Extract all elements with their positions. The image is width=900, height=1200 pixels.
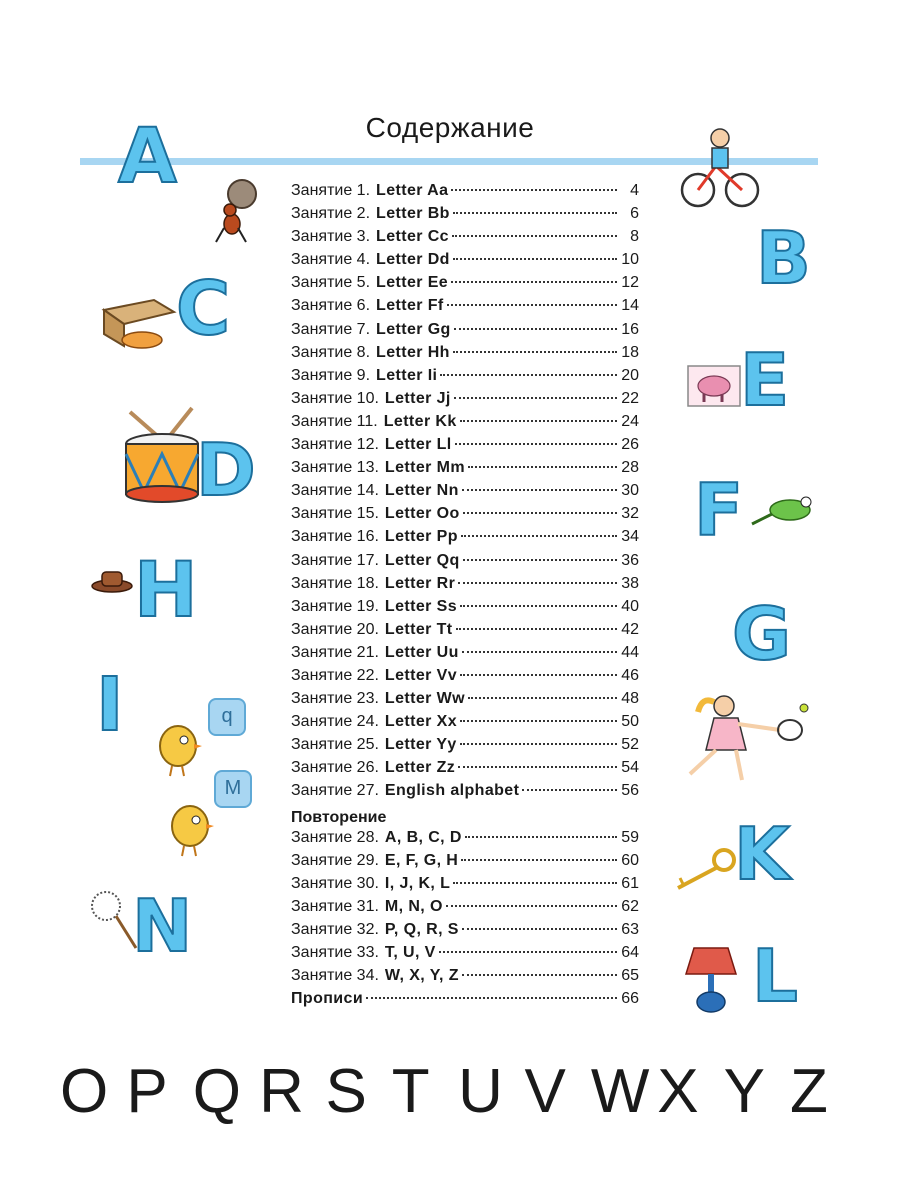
toc-lesson-label: Занятие 18.	[291, 574, 379, 592]
toc-lesson-label: Занятие 4.	[291, 251, 371, 269]
toc-dot-leader	[453, 882, 617, 884]
toc-lesson-title: Letter Ee	[376, 274, 449, 292]
toc-lesson-label: Занятие 32.	[291, 921, 379, 938]
ant-boulder-icon	[210, 176, 260, 251]
toc-lesson-label: Занятие 19.	[291, 597, 379, 615]
toc-lesson-title: M, N, O	[384, 897, 443, 915]
toc-dot-leader	[522, 789, 617, 791]
toc-dot-leader	[451, 281, 617, 283]
toc-lesson-title: Letter Qq	[384, 551, 460, 569]
toc-page-number: 22	[621, 389, 639, 407]
toc-row	[291, 367, 639, 390]
lamp-icon	[684, 944, 744, 1019]
toc-lesson-title: English alphabet	[384, 782, 520, 800]
toc-page-number: 65	[621, 967, 639, 985]
toc-dot-leader	[465, 836, 617, 838]
toc-lesson-label: Занятие 27.	[291, 782, 379, 800]
toc-page-number: 14	[621, 297, 639, 315]
letter-z-glyph: Z	[789, 1057, 828, 1126]
girl-tennis-icon	[680, 690, 810, 791]
letter-h-mascot	[134, 545, 198, 634]
toc-row	[291, 621, 639, 644]
toc-page-number: 10	[621, 251, 639, 269]
toc-lesson-label: Занятие 11.	[291, 412, 378, 430]
toc-lesson-label: Занятие 8.	[291, 343, 371, 361]
letter-u-glyph: U	[458, 1057, 503, 1126]
toc-lesson-label: Занятие 30.	[291, 874, 379, 892]
toc-dot-leader	[468, 466, 617, 468]
toc-page-number: 54	[621, 759, 639, 777]
toc-page-number: 38	[621, 574, 639, 592]
toc-row	[291, 505, 639, 528]
toc-dot-leader	[454, 397, 617, 399]
toc-review-heading: Повторение	[291, 808, 387, 826]
toc-page-number: 44	[621, 643, 639, 661]
toc-row	[291, 413, 639, 436]
toc-lesson-label: Занятие 15.	[291, 505, 379, 523]
toc-dot-leader	[447, 304, 617, 306]
toc-row	[291, 251, 639, 274]
toc-dot-leader	[453, 351, 617, 353]
toc-lesson-title: Letter Bb	[376, 205, 450, 223]
frog-icon	[748, 490, 820, 535]
toc-row	[291, 967, 639, 990]
letter-r-glyph: R	[259, 1057, 304, 1126]
toc-lesson-title: Letter Gg	[376, 320, 451, 338]
toc-page-number: 36	[621, 551, 639, 569]
letter-g-mascot	[732, 592, 792, 676]
toc-lesson-label: Занятие 2.	[291, 205, 371, 223]
toc-row	[291, 829, 639, 852]
toc-page-number: 48	[621, 690, 639, 708]
letter-y-mascot	[724, 1056, 774, 1136]
boy-bicycle-icon	[680, 126, 760, 215]
toc-row	[291, 205, 639, 228]
letter-s-mascot	[325, 1056, 375, 1136]
letter-b-mascot	[756, 216, 811, 300]
letter-d-mascot	[196, 428, 256, 512]
toc-lesson-label: Занятие 25.	[291, 736, 379, 754]
toc-dot-leader	[454, 328, 617, 330]
toc-lesson-label: Занятие 14.	[291, 482, 379, 500]
toc-lesson-title: A, B, C, D	[384, 828, 462, 846]
toc-dot-leader	[463, 559, 617, 561]
page-title: Содержание	[365, 112, 535, 143]
toc-lesson-title: Letter Ll	[384, 436, 452, 454]
toc-page-number: 50	[621, 713, 639, 731]
toc-row	[291, 228, 639, 251]
letter-q-mascot	[193, 1056, 243, 1136]
letter-b-glyph: B	[756, 216, 811, 300]
letter-v-glyph: V	[524, 1057, 566, 1126]
toc-dot-leader	[460, 674, 617, 676]
toc-dot-leader	[462, 974, 617, 976]
toc-lesson-label: Занятие 33.	[291, 944, 379, 962]
toc-row	[291, 759, 639, 782]
toc-lesson-title: W, X, Y, Z	[384, 967, 459, 985]
toc-dot-leader	[463, 512, 617, 514]
toc-lesson-label: Занятие 6.	[291, 297, 371, 315]
toc-lesson-title: Letter Cc	[376, 228, 449, 246]
toc-lesson-title: Letter Aa	[376, 182, 449, 199]
toc-page-number: 60	[621, 851, 639, 869]
toc-lesson-title: Letter Ii	[376, 366, 438, 384]
toc-row	[291, 390, 639, 413]
toc-page-number: 42	[621, 620, 639, 638]
letter-h-glyph: H	[134, 545, 198, 634]
toc-row	[291, 482, 639, 505]
toc-lesson-title: Letter Zz	[384, 759, 456, 777]
chick-icon-2	[166, 792, 216, 863]
toc-lesson-title: Letter Mm	[384, 459, 465, 477]
toc-row	[291, 459, 639, 482]
letter-g-glyph: G	[732, 592, 792, 676]
toc-lesson-label: Занятие 29.	[291, 851, 379, 869]
hat-icon	[90, 566, 134, 601]
letter-t-mascot	[392, 1056, 442, 1136]
letter-w-glyph: W	[590, 1057, 650, 1126]
toc-row	[291, 875, 639, 898]
elephant-picture-icon	[686, 364, 742, 413]
toc-dot-leader	[453, 212, 617, 214]
letter-f-glyph: F	[694, 468, 744, 552]
toc-dot-leader	[462, 928, 617, 930]
toc-lesson-title: Letter Kk	[383, 412, 457, 430]
letter-i-glyph: I	[96, 662, 124, 748]
toc-lesson-title: Letter Pp	[384, 528, 458, 546]
letter-w-mascot	[590, 1056, 650, 1136]
toc-lesson-title: Letter Xx	[384, 713, 457, 731]
toc-dot-leader	[462, 489, 617, 491]
drum-icon	[122, 404, 202, 509]
toc-lesson-title: E, F, G, H	[384, 851, 459, 869]
toc-lesson-label: Занятие 24.	[291, 713, 379, 731]
toc-page-number: 8	[630, 228, 639, 246]
toc-row	[291, 898, 639, 921]
toc-lesson-label: Занятие 12.	[291, 436, 379, 454]
letter-f-mascot	[694, 468, 744, 552]
toc-dot-leader	[462, 651, 617, 653]
toc-lesson-title: Letter Ff	[376, 297, 444, 315]
letter-e-mascot	[740, 338, 790, 422]
toc-lesson-title: Letter Nn	[384, 482, 459, 500]
letter-c-glyph: C	[176, 266, 231, 352]
table-of-contents	[291, 182, 639, 1013]
toc-page-number: 24	[621, 412, 639, 430]
toc-row	[291, 598, 639, 621]
letter-k-mascot	[734, 812, 790, 896]
toc-row	[291, 944, 639, 967]
toc-dot-leader	[439, 951, 617, 953]
toc-lesson-title: Letter Vv	[384, 666, 457, 684]
toc-page-number: 52	[621, 736, 639, 754]
letter-p-mascot	[126, 1056, 176, 1136]
toc-lesson-label: Занятие 7.	[291, 320, 371, 338]
toc-lesson-label: Занятие 16.	[291, 528, 379, 546]
toc-dot-leader	[460, 605, 617, 607]
toc-dot-leader	[440, 374, 617, 376]
toc-lesson-label: Занятие 21.	[291, 643, 379, 661]
toc-dot-leader	[461, 535, 617, 537]
toc-lesson-title: Letter Tt	[384, 620, 453, 638]
toc-page-number: 12	[621, 274, 639, 292]
toc-page-number: 20	[621, 366, 639, 384]
letter-x-glyph: X	[657, 1057, 699, 1126]
toc-row	[291, 297, 639, 320]
toc-page-number: 28	[621, 459, 639, 477]
toc-lesson-title: Letter Jj	[384, 389, 451, 407]
toc-lesson-label: Занятие 1.	[291, 182, 371, 199]
toc-row	[291, 528, 639, 551]
toc-lesson-title: Letter Ss	[384, 597, 457, 615]
toc-page-number: 63	[621, 921, 639, 938]
letter-l-glyph: L	[752, 934, 798, 1018]
toc-page-number: 56	[621, 782, 639, 800]
toc-row	[291, 990, 639, 1013]
toc-page-number: 66	[621, 990, 639, 1008]
toc-page-number: 6	[630, 205, 639, 223]
toc-dot-leader	[451, 189, 617, 191]
toc-row	[291, 344, 639, 367]
toc-row	[291, 713, 639, 736]
toc-dot-leader	[458, 766, 617, 768]
toc-page-number: 46	[621, 666, 639, 684]
toc-page-number: 18	[621, 343, 639, 361]
toc-lesson-title: Letter Yy	[384, 736, 457, 754]
toc-dot-leader	[460, 743, 617, 745]
toc-dot-leader	[366, 997, 617, 999]
speech-bubble-q: q	[208, 698, 246, 736]
toc-row	[291, 321, 639, 344]
toc-page-number: 61	[621, 874, 639, 892]
toc-row	[291, 736, 639, 759]
toc-lesson-label: Занятие 3.	[291, 228, 371, 246]
toc-dot-leader	[452, 235, 617, 237]
letter-d-glyph: D	[196, 428, 256, 512]
toc-lesson-title: Letter Oo	[384, 505, 460, 523]
toc-page-number: 34	[621, 528, 639, 546]
toc-row	[291, 436, 639, 459]
letter-z-mascot	[790, 1056, 840, 1136]
toc-dot-leader	[453, 258, 617, 260]
toc-row	[291, 575, 639, 598]
toc-lesson-title: Letter Ww	[384, 690, 465, 708]
toc-row	[291, 274, 639, 297]
letter-s-glyph: S	[325, 1057, 367, 1126]
letter-a-glyph: A	[118, 111, 177, 200]
toc-dot-leader	[456, 628, 617, 630]
toc-lesson-title: I, J, K, L	[384, 874, 451, 892]
toc-page-number: 30	[621, 482, 639, 500]
toc-lesson-title: Letter Hh	[376, 343, 450, 361]
letter-v-mascot	[525, 1056, 575, 1136]
speech-bubble-m: M	[214, 770, 252, 808]
toc-row	[291, 182, 639, 205]
toc-lesson-label: Занятие 23.	[291, 690, 379, 708]
toc-lesson-label: Занятие 20.	[291, 620, 379, 638]
letter-r-mascot	[259, 1056, 309, 1136]
toc-dot-leader	[458, 582, 617, 584]
toc-page-number: 59	[621, 828, 639, 846]
letter-i-mascot	[96, 662, 124, 748]
toc-page-number: 40	[621, 597, 639, 615]
toc-lesson-label: Занятие 26.	[291, 759, 379, 777]
toc-dot-leader	[460, 420, 617, 422]
toc-row	[291, 782, 639, 805]
toc-row	[291, 644, 639, 667]
letter-x-mascot	[657, 1056, 707, 1136]
toc-row	[291, 667, 639, 690]
toc-page-number: 4	[630, 182, 639, 199]
letter-c-mascot	[176, 266, 231, 352]
letter-o-glyph: O	[60, 1057, 109, 1126]
toc-lesson-label: Занятие 31.	[291, 897, 379, 915]
toc-page-number: 64	[621, 944, 639, 962]
toc-lesson-title: Letter Dd	[376, 251, 450, 269]
toc-lesson-label: Занятие 28.	[291, 828, 379, 846]
letter-p-glyph: P	[126, 1057, 168, 1126]
toc-page-number: 32	[621, 505, 639, 523]
letter-a-mascot	[118, 111, 188, 200]
letter-k-glyph: K	[734, 812, 790, 896]
toc-lesson-title: Letter Rr	[384, 574, 456, 592]
toc-page-number: 26	[621, 436, 639, 454]
toc-lesson-label: Занятие 13.	[291, 459, 379, 477]
toc-dot-leader	[461, 859, 617, 861]
toc-row	[291, 552, 639, 575]
toc-lesson-label: Занятие 5.	[291, 274, 371, 292]
bottom-alphabet-row	[60, 1056, 840, 1136]
toc-final-title: Прописи	[291, 990, 364, 1008]
letter-y-glyph: Y	[723, 1057, 765, 1126]
toc-page-number: 62	[621, 897, 639, 915]
letter-t-glyph: T	[391, 1057, 430, 1126]
toc-dot-leader	[455, 443, 617, 445]
letter-n-glyph: N	[132, 884, 193, 968]
toc-row	[291, 921, 639, 944]
toc-lesson-title: P, Q, R, S	[384, 921, 459, 938]
letter-q-glyph: Q	[192, 1057, 241, 1126]
toc-row	[291, 690, 639, 713]
toc-lesson-label: Занятие 22.	[291, 666, 379, 684]
toc-lesson-label: Занятие 17.	[291, 551, 379, 569]
toc-dot-leader	[460, 720, 617, 722]
toc-lesson-title: T, U, V	[384, 944, 436, 962]
toc-dot-leader	[446, 905, 617, 907]
letter-e-glyph: E	[740, 338, 790, 422]
toc-lesson-title: Letter Uu	[384, 643, 459, 661]
toc-dot-leader	[468, 697, 617, 699]
toc-page-number: 16	[621, 320, 639, 338]
toc-lesson-label: Занятие 9.	[291, 366, 371, 384]
toc-lesson-label: Занятие 10.	[291, 389, 379, 407]
toc-lesson-label: Занятие 34.	[291, 967, 379, 985]
letter-o-mascot	[60, 1056, 110, 1136]
letter-u-mascot	[458, 1056, 508, 1136]
letter-l-mascot	[752, 934, 798, 1018]
box-cat-icon	[94, 290, 184, 355]
toc-row	[291, 852, 639, 875]
letter-n-mascot	[132, 884, 193, 968]
chick-icon-1	[154, 712, 204, 783]
